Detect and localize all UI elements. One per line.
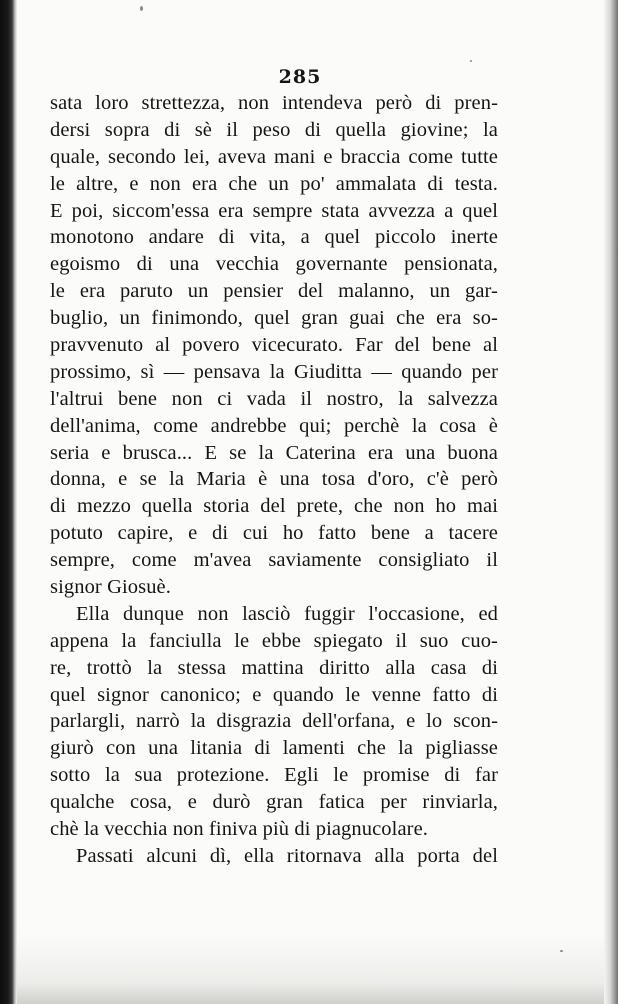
text-line: dell'anima, come andrebbe qui; perchè la cosa è [50,414,498,437]
text-line: pravvenuto al povero vicecurato. Far del bene al [50,334,498,357]
page-edge-shadow [604,0,618,1004]
text-line: monotono andare di vita, a quel piccolo inerte [50,226,498,249]
text-line: seria e brusca... E se la Caterina era una buona [50,441,498,464]
page-number: 285 [278,66,322,88]
text-line: l'altrui bene non ci vada il nostro, la salvezza [50,387,498,410]
text-line: dersi sopra di sè il peso di quella giovine; la [50,118,498,141]
text-line: potuto capire, e di cui ho fatto bene a tacere [50,522,498,545]
text-line: appena la fanciulla le ebbe spiegato il suo cuo- [50,629,498,652]
text-line: donna, e se la Maria è una tosa d'oro, c'è però [50,468,498,491]
text-line: signor Giosuè. [50,576,171,599]
book-spine-shadow [0,0,17,1004]
text-line: buglio, un finimondo, quel gran guai che era so- [50,307,498,330]
text-line: qualche cosa, e durò gran fatica per rinviarla, [50,791,498,814]
text-line: prossimo, sì — pensava la Giuditta — quando per [50,360,498,383]
text-line: Passati alcuni dì, ella ritornava alla porta del [76,844,498,867]
text-line: re, trottò la stessa mattina diritto alla casa di [50,656,498,679]
text-line: le era paruto un pensier del malanno, un gar- [50,280,498,303]
paper-speck [470,60,472,62]
text-line: di mezzo quella storia del prete, che non ho mai [50,495,498,518]
text-line: le altre, e non era che un po' ammalata di testa. [50,172,498,195]
text-line: quel signor canonico; e quando le venne fatto di [50,683,498,706]
text-line: E poi, siccom'essa era sempre stata avvezza a quel [50,199,498,222]
text-line: sotto la sua protezione. Egli le promise di far [50,764,498,787]
paper-speck [140,6,143,11]
text-line: chè la vecchia non finiva più di piagnucolare. [50,818,429,841]
text-line: sata loro strettezza, non intendeva però di pren- [50,92,498,114]
text-line: quale, secondo lei, aveva mani e braccia come tutte [50,145,498,168]
text-line: sempre, come m'avea saviamente consigliato il [50,549,498,572]
page-bottom-shading [17,934,604,1004]
text-line: parlargli, narrò la disgrazia dell'orfana, e lo scon- [50,710,498,733]
paper-speck [560,950,563,952]
body-text [50,90,498,870]
text-line: Ella dunque non lasciò fuggir l'occasione, ed [76,602,498,625]
text-line: giurò con una litania di lamenti che la pigliasse [50,737,498,760]
text-line: egoismo di una vecchia governante pensionata, [50,253,498,276]
